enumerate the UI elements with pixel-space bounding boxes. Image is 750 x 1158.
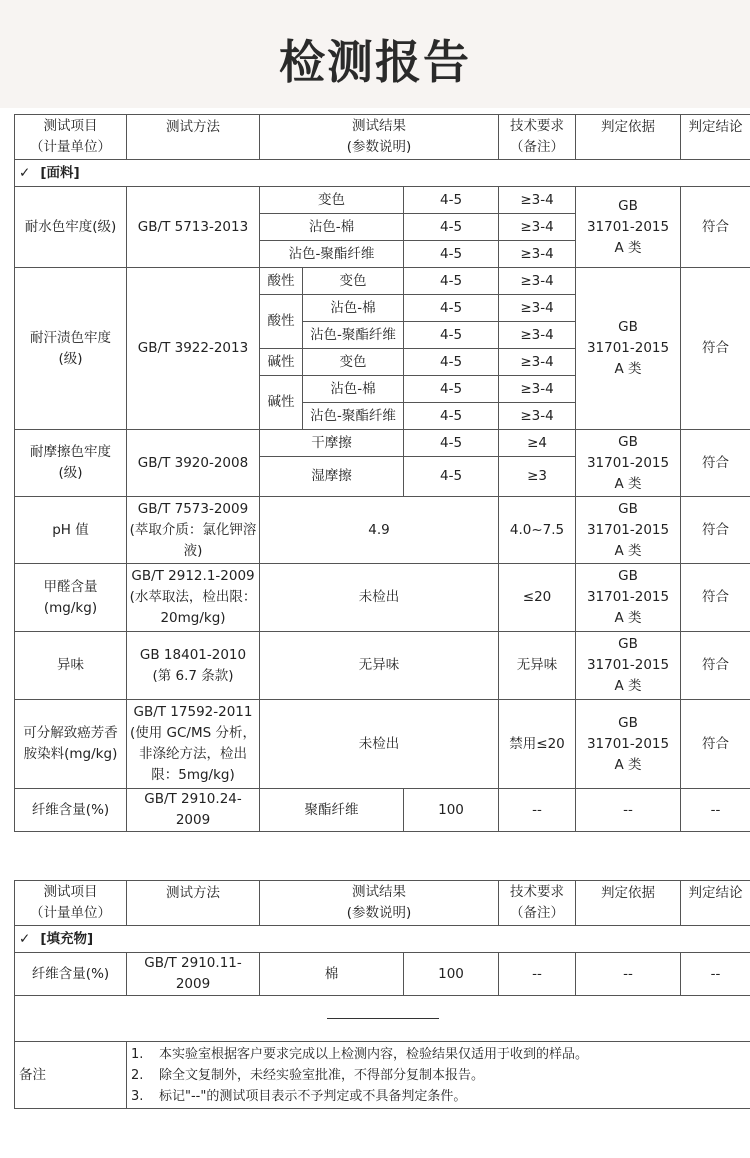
basis-cell: GB 31701-2015 A 类 [576,268,681,430]
requirement-cell: -- [499,789,576,832]
header-item: 测试项目 （计量单位） [15,881,127,926]
alkali-label: 碱性 [260,376,303,430]
section-row [15,926,750,953]
requirement-cell: 禁用≤20 [499,700,576,789]
conclusion-cell: 符合 [681,700,750,789]
separator-line [327,1018,439,1019]
requirement-cell: ≥4 [499,430,576,457]
requirement-cell: ≤20 [499,564,576,632]
alkali-label: 碱性 [260,349,303,376]
header-basis: 判定依据 [576,115,681,160]
header-result: 测试结果 (参数说明) [260,881,499,926]
result-value: 4-5 [404,322,499,349]
table-row [15,187,750,214]
acid-label: 酸性 [260,268,303,295]
section-fabric: ✓ [面料] [15,160,750,187]
header-requirement: 技术要求 （备注） [499,115,576,160]
section-filling: ✓ [填充物] [15,926,750,953]
basis-cell: GB 31701-2015 A 类 [576,700,681,789]
requirement-cell: ≥3-4 [499,322,576,349]
method-cell: GB/T 3920-2008 [127,430,260,497]
header-basis: 判定依据 [576,881,681,926]
conclusion-cell: 符合 [681,497,750,564]
header-method: 测试方法 [127,115,260,160]
fabric-report-table [14,114,750,832]
table-row [15,268,750,295]
sub-label: 干摩擦 [260,430,404,457]
basis-cell: -- [576,789,681,832]
title-banner [0,0,750,108]
check-icon: ✓ [19,164,31,181]
sub-label: 湿摩擦 [260,457,404,497]
basis-cell: GB 31701-2015 A 类 [576,497,681,564]
method-cell: GB 18401-2010 (第 6.7 条款) [127,632,260,700]
item-ph: pH 值 [15,497,127,564]
header-conclusion: 判定结论 [681,115,750,160]
requirement-cell: ≥3-4 [499,268,576,295]
result-value: 100 [404,953,499,996]
conclusion-cell: 符合 [681,632,750,700]
result-value: 无异味 [260,632,499,700]
acid-label: 酸性 [260,295,303,349]
method-cell: GB/T 17592-2011 (使用 GC/MS 分析， 非涤纶方法，检出 限：5mg/kg) [127,700,260,789]
blank-row [15,996,750,1042]
table-row [15,430,750,457]
table-row [15,953,750,996]
basis-cell: GB 31701-2015 A 类 [576,632,681,700]
basis-cell: GB 31701-2015 A 类 [576,564,681,632]
item-rub-fastness: 耐摩擦色牢度 (级) [15,430,127,497]
requirement-cell: ≥3-4 [499,349,576,376]
notes-list [127,1042,750,1109]
sub-label: 聚酯纤维 [260,789,404,832]
result-value: 4-5 [404,457,499,497]
method-cell: GB/T 2912.1-2009 (水萃取法，检出限： 20mg/kg) [127,564,260,632]
separator-cell [15,996,750,1042]
note-item: 1. 本实验室根据客户要求完成以上检测内容，检验结果仅适用于收到的样品。 [131,1046,589,1062]
conclusion-cell: -- [681,789,750,832]
header-result: 测试结果 (参数说明) [260,115,499,160]
requirement-cell: ≥3-4 [499,241,576,268]
result-value: 未检出 [260,700,499,789]
table-row [15,700,750,789]
basis-cell: -- [576,953,681,996]
requirement-cell: ≥3 [499,457,576,497]
conclusion-cell: 符合 [681,430,750,497]
table-header-row [15,115,750,160]
requirement-cell: 4.0~7.5 [499,497,576,564]
basis-cell: GB 31701-2015 A 类 [576,430,681,497]
table-row [15,789,750,832]
table-row [15,497,750,564]
header-requirement: 技术要求 （备注） [499,881,576,926]
result-value: 4.9 [260,497,499,564]
requirement-cell: 无异味 [499,632,576,700]
sub-label: 变色 [303,349,404,376]
item-fiber-content: 纤维含量(%) [15,953,127,996]
page-title: 检测报告 [279,35,471,89]
requirement-cell: ≥3-4 [499,376,576,403]
method-cell: GB/T 5713-2013 [127,187,260,268]
result-value: 100 [404,789,499,832]
header-conclusion: 判定结论 [681,881,750,926]
sub-label: 沾色-棉 [303,376,404,403]
method-cell: GB/T 2910.24-2009 [127,789,260,832]
notes-label: 备注 [15,1042,127,1109]
section-row [15,160,750,187]
conclusion-cell: 符合 [681,187,750,268]
requirement-cell: ≥3-4 [499,187,576,214]
table-header-row [15,881,750,926]
result-value: 4-5 [404,295,499,322]
item-formaldehyde: 甲醛含量 (mg/kg) [15,564,127,632]
requirement-cell: ≥3-4 [499,214,576,241]
method-cell: GB/T 3922-2013 [127,268,260,430]
basis-cell: GB 31701-2015 A 类 [576,187,681,268]
header-method: 测试方法 [127,881,260,926]
conclusion-cell: 符合 [681,564,750,632]
item-azo-dyes: 可分解致癌芳香 胺染料(mg/kg) [15,700,127,789]
sub-label: 沾色-聚酯纤维 [303,322,404,349]
table-row [15,632,750,700]
result-value: 4-5 [404,214,499,241]
check-icon: ✓ [19,930,31,947]
requirement-cell: ≥3-4 [499,403,576,430]
item-sweat-fastness: 耐汗渍色牢度 (级) [15,268,127,430]
sub-label: 变色 [303,268,404,295]
item-fiber-content: 纤维含量(%) [15,789,127,832]
note-item: 3. 标记"--"的测试项目表示不予判定或不具备判定条件。 [131,1088,467,1104]
result-value: 4-5 [404,430,499,457]
sub-label: 沾色-聚酯纤维 [260,241,404,268]
sub-label: 沾色-棉 [303,295,404,322]
filling-report-table [14,880,750,1109]
method-cell: GB/T 7573-2009 (萃取介质：氯化钾溶 液) [127,497,260,564]
result-value: 4-5 [404,241,499,268]
result-value: 4-5 [404,403,499,430]
header-item: 测试项目 （计量单位） [15,115,127,160]
sub-label: 变色 [260,187,404,214]
result-value: 4-5 [404,349,499,376]
requirement-cell: -- [499,953,576,996]
sub-label: 沾色-聚酯纤维 [303,403,404,430]
sub-label: 沾色-棉 [260,214,404,241]
result-value: 4-5 [404,268,499,295]
result-value: 4-5 [404,376,499,403]
notes-row [15,1042,750,1109]
conclusion-cell: 符合 [681,268,750,430]
note-item: 2. 除全文复制外，未经实验室批准，不得部分复制本报告。 [131,1067,485,1083]
table-row [15,564,750,632]
result-value: 4-5 [404,187,499,214]
result-value: 未检出 [260,564,499,632]
sub-label: 棉 [260,953,404,996]
item-odor: 异味 [15,632,127,700]
requirement-cell: ≥3-4 [499,295,576,322]
method-cell: GB/T 2910.11-2009 [127,953,260,996]
conclusion-cell: -- [681,953,750,996]
item-water-fastness: 耐水色牢度(级) [15,187,127,268]
